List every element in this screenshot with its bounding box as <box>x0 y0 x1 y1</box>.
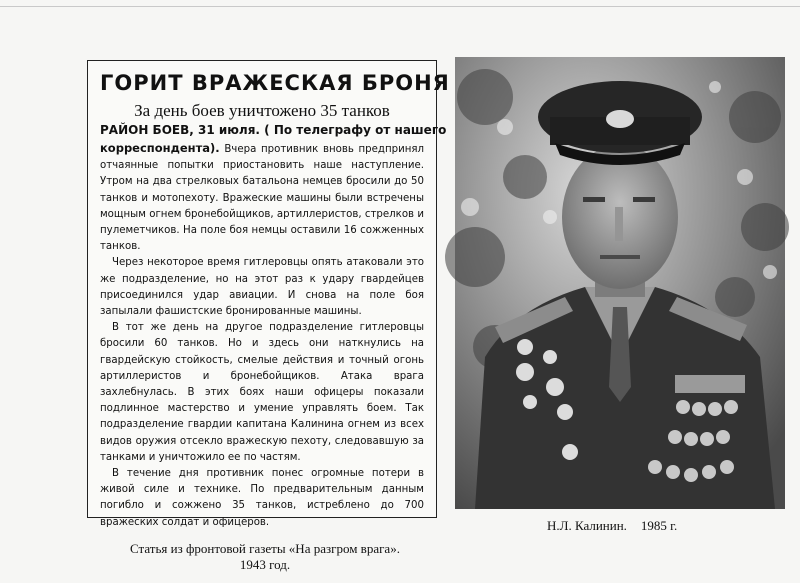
article-paragraph-2: Через некоторое время гитлеровцы опять атаковали это же подразделение, но на этот раз к удару гвардейцев присоединился удар авиации. И снова на поле боя запылали фашистские бронированные машины. <box>100 257 424 318</box>
top-rule <box>0 6 800 7</box>
clipping-subhead: За день боев уничтожено 35 танков <box>134 101 390 120</box>
article-paragraph-3: В тот же день на другое подразделение гитлеровцы бросили 60 танков. Но и здесь они наткнулись на гвардейскую стойкость, смелые действия и точный огонь артиллеристов и бронебойщиков. Атака врага захлебнулась. В этих боях наши офицеры показали подлинное мастерство и умение управлять боем. Так подразделение гвардии капитана Калинина огнем из всех видов оружия отсекло вражескую пехоту, следовавшую за танками и уничтожило ее по частям. <box>100 322 424 463</box>
dateline-continuation: корреспондента). <box>100 141 220 155</box>
photo-caption-year: 1985 г. <box>640 518 678 533</box>
paragraph-1-text: Вчера противник вновь предпринял отчаянные попытки приостановить наше наступление. Утром на два стрелковых батальона немцев бросили до 50 танков и мотопехоту. Вражеские машины были встречены мощным огнем бронебойщиков, артиллеристов, стрелков и пулеметчиков. На поле боя немцы оставили 16 сожженных танков. <box>100 144 424 253</box>
veteran-portrait-photo <box>455 57 785 509</box>
clipping-headline: ГОРИТ ВРАЖЕСКАЯ БРОНЯ <box>100 71 450 95</box>
article-paragraph-4: В течение дня противник понес огромные потери в живой силе и технике. По предварительным данным погибло и сожжено 35 танков, истреблено до 700 вражеских солдат и офицеров. <box>100 468 424 528</box>
article-paragraph-1 <box>100 140 424 255</box>
source-caption-line-2: 1943 год. <box>239 557 291 572</box>
source-caption-line-1: Статья из фронтовой газеты «На разгром врага». <box>130 541 400 556</box>
source-caption <box>115 541 415 573</box>
photo-caption <box>547 518 677 534</box>
photo-caption-name: Н.Л. Калинин. <box>547 518 627 533</box>
clipping-dateline: РАЙОН БОЕВ, 31 июля. ( По телеграфу от нашего <box>100 123 447 137</box>
newspaper-clipping <box>87 60 450 528</box>
